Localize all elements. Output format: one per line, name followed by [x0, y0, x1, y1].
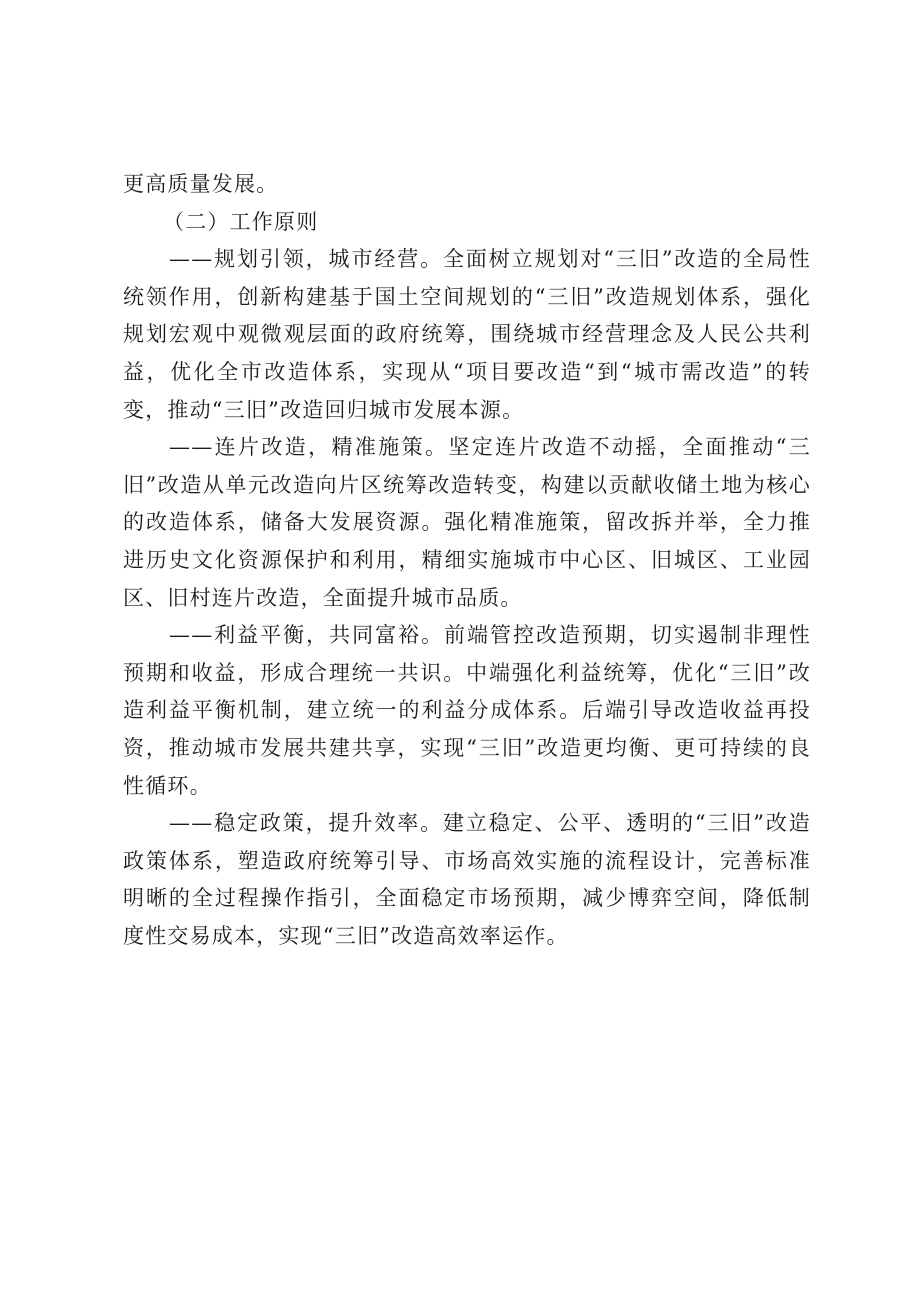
- principle-paragraph-4: ——稳定政策，提升效率。建立稳定、公平、透明的“三旧”改造政策体系，塑造政府统筹引导、市场高效实施的流程设计，完善标准明晰的全过程操作指引，全面稳定市场预期，减少博弈空间，降低制度性交易成本，实现“三旧”改造高效率运作。: [123, 811, 811, 948]
- continuation-text: 更高质量发展。: [123, 172, 279, 196]
- section-heading: （二）工作原则: [163, 209, 319, 234]
- principle-paragraph-1: ——规划引领，城市经营。全面树立规划对“三旧”改造的全局性统领作用，创新构建基于国土空间规划的“三旧”改造规划体系，强化规划宏观中观微观层面的政府统筹，围绕城市经营理念及人民公共利益，优化全市改造体系，实现从“项目要改造“到“城市需改造”的转变，推动“三旧”改造回归城市发展本源。: [123, 247, 811, 422]
- principle-paragraph-2: ——连片改造，精准施策。坚定连片改造不动摇，全面推动“三旧”改造从单元改造向片区统筹改造转变，构建以贡献收储土地为核心的改造体系，储备大发展资源。强化精准施策，留改拆并举，全力推进历史文化资源保护和利用，精细实施城市中心区、旧城区、工业园区、旧村连片改造，全面提升城市品质。: [123, 435, 811, 610]
- principle-paragraph-3: ——利益平衡，共同富裕。前端管控改造预期，切实遏制非理性预期和收益，形成合理统一共识。中端强化利益统筹，优化“三旧”改造利益平衡机制，建立统一的利益分成体系。后端引导改造收益再投资，推动城市发展共建共享，实现“三旧”改造更均衡、更可持续的良性循环。: [123, 623, 811, 798]
- document-page: [123, 166, 811, 955]
